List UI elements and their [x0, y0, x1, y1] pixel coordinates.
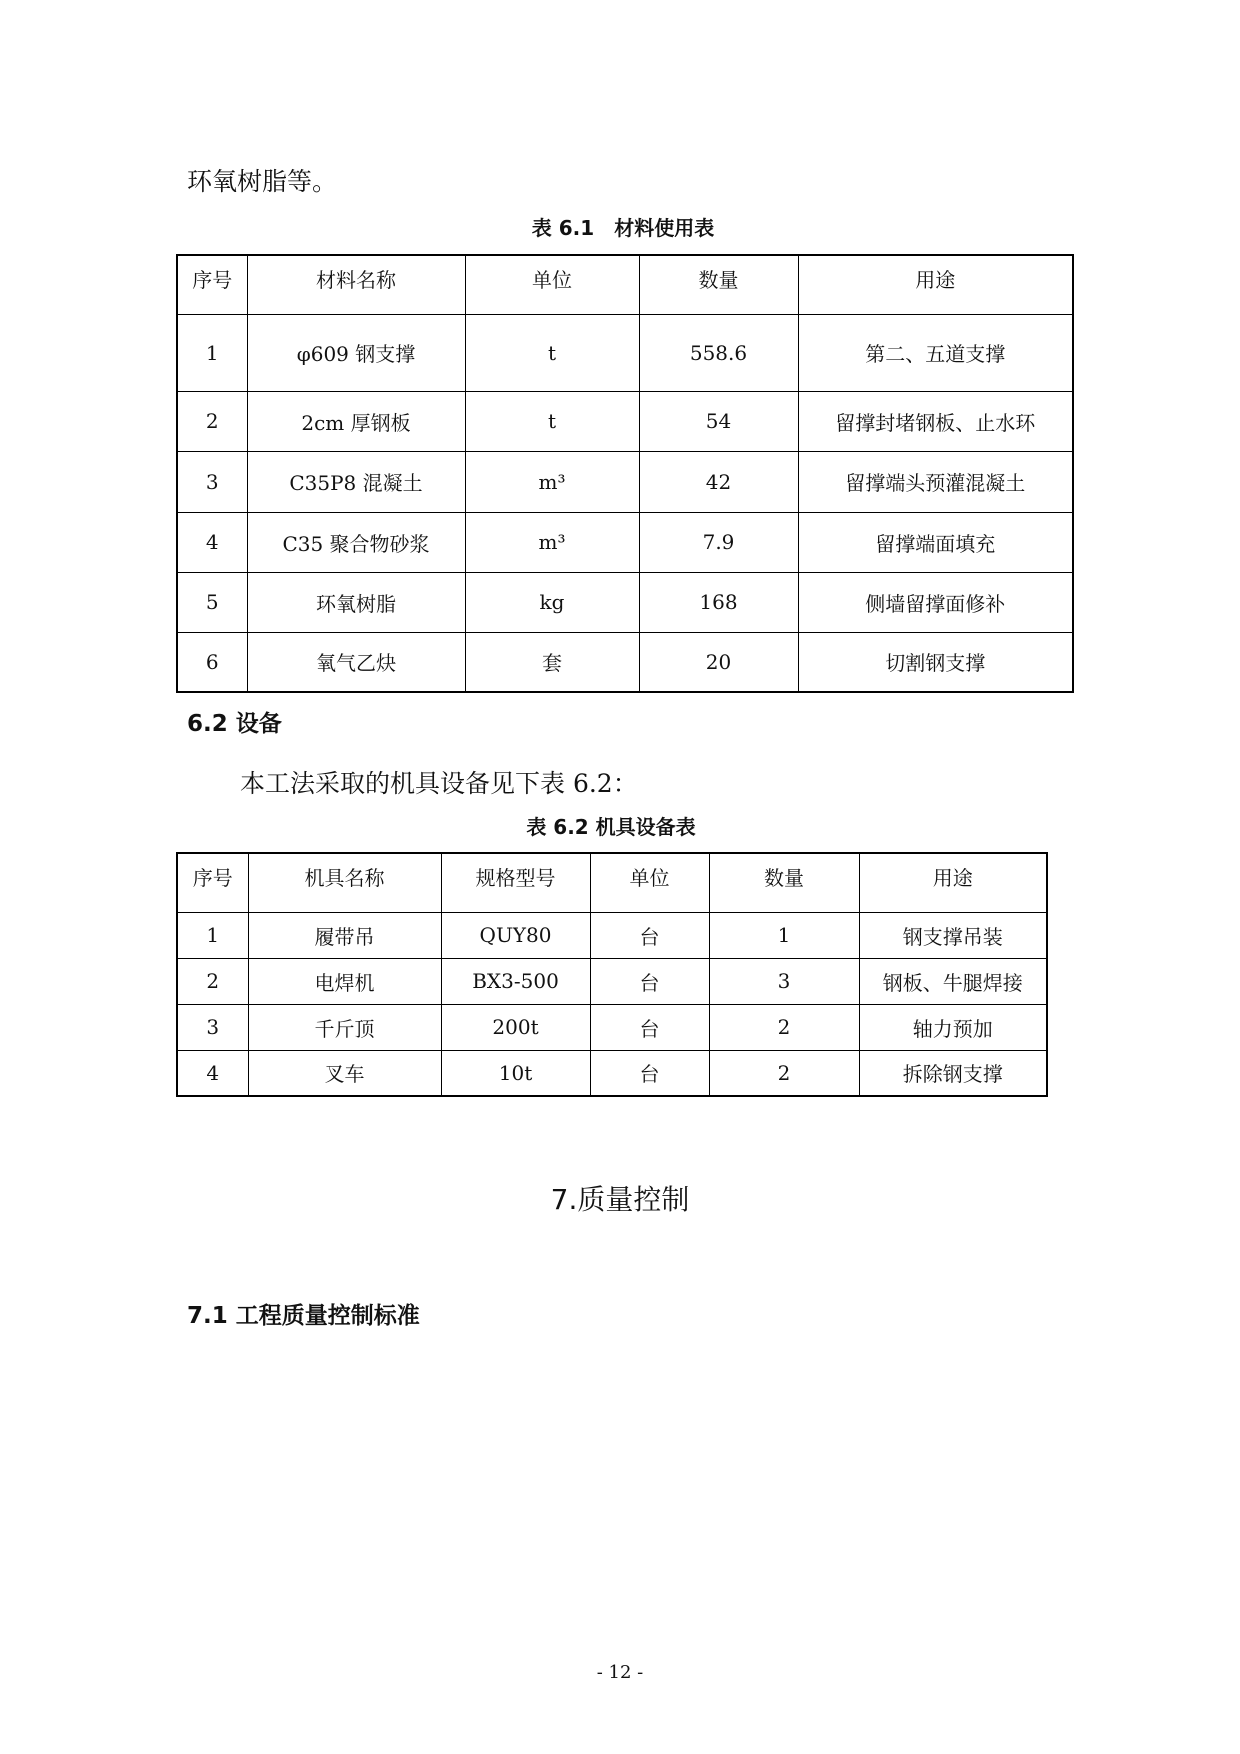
table-cell: 履带吊: [248, 912, 441, 958]
section-heading: 6.2 设备: [187, 711, 282, 737]
table-header-cell: 序号: [177, 255, 247, 314]
table-cell: 3: [177, 1004, 248, 1050]
table-cell: 2: [177, 391, 247, 451]
page-number: - 12 -: [596, 1662, 644, 1683]
table-cell: 轴力预加: [859, 1004, 1047, 1050]
table-cell: 1: [177, 912, 248, 958]
materials-table: [176, 254, 1074, 693]
table-header-row: [177, 255, 1073, 314]
table-row: [177, 1004, 1047, 1050]
equipment-table: [176, 852, 1048, 1097]
table-header-cell: 材料名称: [247, 255, 465, 314]
table-header-cell: 机具名称: [248, 853, 441, 912]
table-cell: 留撑端面填充: [798, 512, 1073, 572]
table-cell: 10t: [441, 1050, 590, 1096]
table-header-cell: 用途: [798, 255, 1073, 314]
table2-caption: 表 6.2 机具设备表: [526, 815, 696, 839]
table-row: [177, 632, 1073, 692]
table-row: [177, 1050, 1047, 1096]
section-intro: 本工法采取的机具设备见下表 6.2：: [240, 769, 638, 798]
table-cell: 切割钢支撑: [798, 632, 1073, 692]
table-cell: 3: [177, 451, 247, 512]
table-cell: 台: [590, 1004, 709, 1050]
table-cell: 168: [639, 572, 798, 632]
table-cell: 电焊机: [248, 958, 441, 1004]
table-cell: kg: [465, 572, 639, 632]
table-cell: 套: [465, 632, 639, 692]
table-cell: 6: [177, 632, 247, 692]
table-cell: 环氧树脂: [247, 572, 465, 632]
table-cell: 20: [639, 632, 798, 692]
table-cell: 3: [709, 958, 859, 1004]
table-cell: 2cm 厚钢板: [247, 391, 465, 451]
table-cell: 2: [177, 958, 248, 1004]
table-cell: 54: [639, 391, 798, 451]
intro-line: 环氧树脂等。: [187, 167, 338, 196]
table-row: [177, 912, 1047, 958]
table-cell: 侧墙留撑面修补: [798, 572, 1073, 632]
table-cell: 42: [639, 451, 798, 512]
table-cell: 台: [590, 912, 709, 958]
table-row: [177, 314, 1073, 391]
table-cell: 4: [177, 1050, 248, 1096]
table-cell: 氧气乙炔: [247, 632, 465, 692]
table-cell: t: [465, 391, 639, 451]
table-cell: 2: [709, 1050, 859, 1096]
table-cell: m³: [465, 512, 639, 572]
table-row: [177, 512, 1073, 572]
table-cell: QUY80: [441, 912, 590, 958]
table-header-cell: 数量: [709, 853, 859, 912]
table-cell: 2: [709, 1004, 859, 1050]
table-cell: 叉车: [248, 1050, 441, 1096]
table-cell: 1: [177, 314, 247, 391]
table-cell: BX3-500: [441, 958, 590, 1004]
table-cell: 钢支撑吊装: [859, 912, 1047, 958]
table-cell: 第二、五道支撑: [798, 314, 1073, 391]
table-cell: 200t: [441, 1004, 590, 1050]
table-cell: 台: [590, 1050, 709, 1096]
table-cell: 千斤顶: [248, 1004, 441, 1050]
table-cell: 7.9: [639, 512, 798, 572]
table-row: [177, 958, 1047, 1004]
table-cell: 拆除钢支撑: [859, 1050, 1047, 1096]
chapter-title: 7.质量控制: [550, 1183, 690, 1216]
table-header-cell: 单位: [465, 255, 639, 314]
table-header-cell: 序号: [177, 853, 248, 912]
table-header-row: [177, 853, 1047, 912]
table-header-cell: 规格型号: [441, 853, 590, 912]
table-cell: 留撑封堵钢板、止水环: [798, 391, 1073, 451]
table-cell: C35P8 混凝土: [247, 451, 465, 512]
table-cell: 558.6: [639, 314, 798, 391]
table-cell: 4: [177, 512, 247, 572]
table-row: [177, 572, 1073, 632]
table-header-cell: 用途: [859, 853, 1047, 912]
table-cell: 台: [590, 958, 709, 1004]
table-cell: φ609 钢支撑: [247, 314, 465, 391]
section-heading: 7.1 工程质量控制标准: [187, 1303, 420, 1329]
table-header-cell: 数量: [639, 255, 798, 314]
table1-caption: 表 6.1 材料使用表: [531, 216, 715, 240]
table-cell: m³: [465, 451, 639, 512]
table-cell: C35 聚合物砂浆: [247, 512, 465, 572]
table-row: [177, 451, 1073, 512]
table-cell: t: [465, 314, 639, 391]
table-cell: 5: [177, 572, 247, 632]
table-cell: 留撑端头预灌混凝土: [798, 451, 1073, 512]
table-row: [177, 391, 1073, 451]
table-cell: 钢板、牛腿焊接: [859, 958, 1047, 1004]
table-cell: 1: [709, 912, 859, 958]
table-header-cell: 单位: [590, 853, 709, 912]
